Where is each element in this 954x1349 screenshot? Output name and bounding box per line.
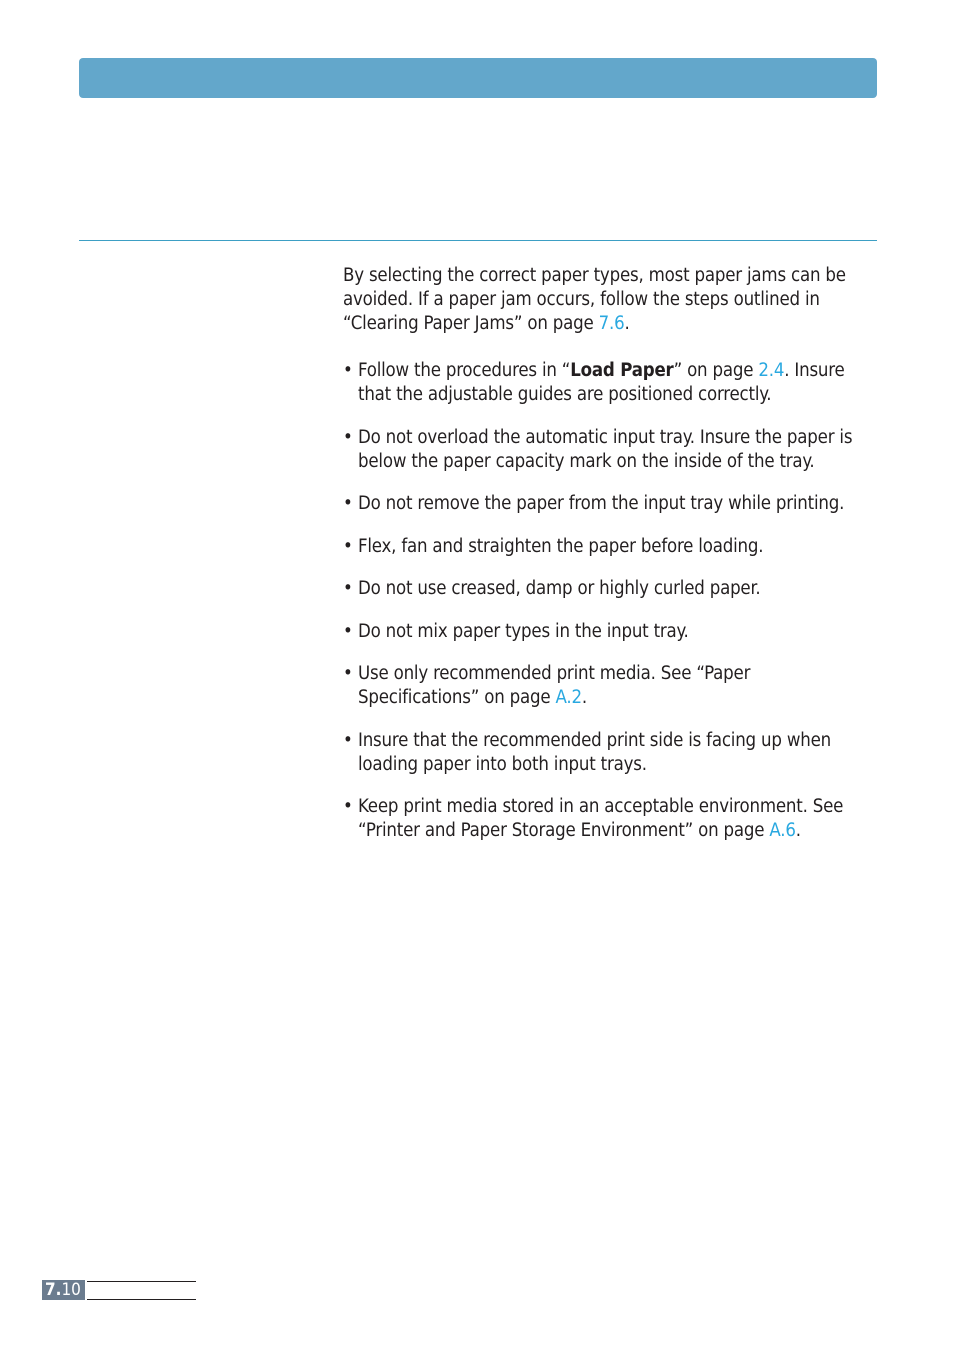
list-item-text: Do not mix paper types in the input tray. [358,620,689,642]
intro-paragraph [343,264,873,336]
section-rule [79,240,877,241]
list-item-text: Follow the procedures in “ [358,360,571,381]
page-index: 10 [61,1280,84,1300]
bullet-icon: • [343,535,353,557]
footer-rule-top [87,1281,196,1282]
list-item-text: . [581,687,587,708]
chapter-number: 7. [42,1280,61,1300]
header-bar [79,58,877,98]
footer-rule-bottom [87,1299,196,1300]
tips-list [343,359,873,862]
intro-text-end: . [624,313,630,334]
page-link-7-6[interactable]: 7.6 [598,313,625,334]
list-item [343,795,873,843]
page-link-a-2[interactable]: A.2 [555,687,582,708]
bullet-icon: • [343,578,353,599]
bullet-icon: • [343,663,353,684]
bullet-icon: • [343,426,353,448]
load-paper-title: Load Paper [570,360,674,381]
intro-text: By selecting the correct paper types, most paper jams can be avoided. If a paper jam occurs, follow the steps outlined in “Clearing Paper Jams” on page [343,265,846,334]
list-item-text: Use only recommended print media. See “Paper Specifications” on page [358,663,751,708]
list-item [343,620,873,644]
list-item-text: Flex, fan and straighten the paper before loading. [358,535,764,557]
list-item-text: Do not remove the paper from the input tray while printing. [358,493,845,514]
bullet-icon: • [343,729,353,751]
list-item [343,577,873,601]
list-item [343,426,873,474]
bullet-icon: • [343,360,353,381]
page-link-a-6[interactable]: A.6 [769,820,796,841]
list-item-text: Do not use creased, damp or highly curled paper. [358,578,761,599]
bullet-icon: • [343,620,353,642]
list-item [343,492,873,516]
list-item-text: Keep print media stored in an acceptable environment. See “Printer and Paper Storage Environment” on page [358,796,844,841]
bullet-icon: • [343,796,353,817]
list-item-text: Insure that the recommended print side is facing up when loading paper into both input trays. [358,729,831,775]
page-link-2-4[interactable]: 2.4 [758,360,785,381]
list-item-text: ” on page [673,360,759,381]
list-item-text: . Insure that the adjustable guides are positioned correctly. [358,360,845,405]
list-item [343,359,873,407]
list-item [343,662,873,710]
list-item [343,729,873,777]
list-item-text: . [795,820,801,841]
list-item-text: Do not overload the automatic input tray. Insure the paper is below the paper capacity mark on the inside of the tray. [358,426,853,472]
page-number [42,1280,85,1300]
bullet-icon: • [343,493,353,514]
list-item [343,535,873,559]
